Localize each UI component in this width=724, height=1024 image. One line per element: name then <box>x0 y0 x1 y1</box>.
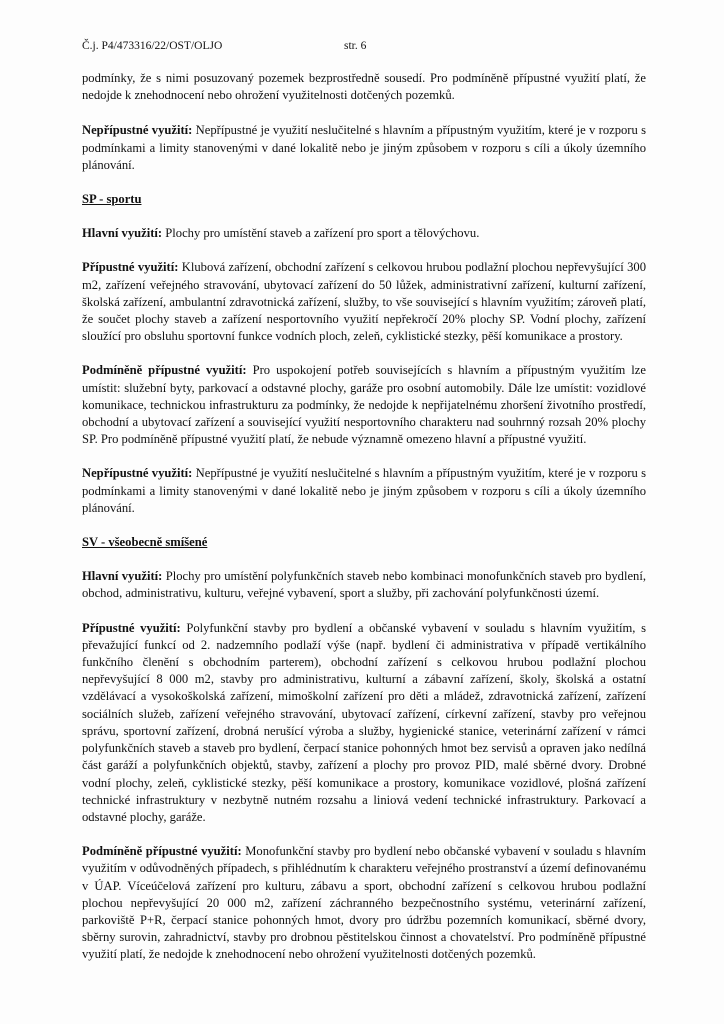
paragraph-text: podmínky, že s nimi posuzovaný pozemek bezprostředně sousedí. Pro podmíněně přípustné využití platí, že nedojde k znehodnocení nebo ohrožení využitelnosti dotčených pozemků. <box>82 71 646 103</box>
paragraph-text: Polyfunkční stavby pro bydlení a občanské vybavení v souladu s hlavním využitím, s převažující funkcí od 2. nadzemního podlaží výše (např. bydlení či administrativa v případě vertikálního funkčního členění s obchodním parterem), obchodní zařízení s celkovou hrubou podlažní plochou nepřevyšující 8 000 m2, stavby pro administrativu, kulturní a zábavní zařízení, školy, školská a ostatní vzdělávací a vysokoškolská zařízení, mimoškolní zařízení pro děti a mládež, zdravotnická zařízení, zařízení sociálních služeb, zařízení veřejného stravování, ubytovací zařízení, církevní zařízení, stavby pro veřejnou správu, sportovní zařízení, drobná nerušící výroba a služby, hygienické stanice, veterinární zařízení v rámci polyfunkčních staveb a staveb pro bydlení, čerpací stanice pohonných hmot bez servisů a opraven jako nedílná část garáží a polyfunkčních objektů, stavby, zařízení a plochy pro provoz PID, malé sběrné dvory. Drobné vodní plochy, zeleň, cyklistické stezky, pěší komunikace a prostory, komunikace vozidlové, plošná zařízení technické infrastruktury v nezbytně nutném rozsahu a liniová vedení technické infrastruktury. Parkovací a odstavné plochy, garáže. <box>82 620 646 824</box>
paragraph-text: Plochy pro umístění staveb a zařízení pro sport a tělovýchovu. <box>162 226 480 241</box>
paragraph-text: Nepřípustné je využití neslučitelné s hlavním a přípustným využitím, které je v rozporu s podmínkami a limity stanovenými v dané lokalitě nebo je jiným způsobem v rozporu s cíli a úkoly územního plánování. <box>82 466 646 515</box>
paragraph-text: Klubová zařízení, obchodní zařízení s celkovou hrubou podlažní plochou nepřevyšující 300 m2, zařízení veřejného stravování, ubytovací zařízení do 50 lůžek, administrativní zařízení, kulturní zařízení, školská zařízení, ambulantní zdravotnická zařízení, služby, to vše související s hlavním využitím; zároveň platí, že součet plochy staveb a zařízení nesportovního využití nepřekročí 20% plochy SP. Vodní plochy, zařízení sloužící pro obsluhu sportovní funkce vodních ploch, zeleň, cyklistické stezky, pěší komunikace a prostory. <box>82 260 646 344</box>
section-heading-sp: SP - sportu <box>82 192 142 207</box>
paragraph-text: Monofunkční stavby pro bydlení nebo občanské vybavení v souladu s hlavním využitím v odůvodněných případech, s přihlédnutím k charakteru veřejného prostranství a území definovanému v ÚAP. Víceúčelová zařízení pro kulturu, zábavu a sport, obchodní zařízení s celkovou hrubou podlažní plochou nepřevyšující 20 000 m2, zařízení záchranného bezpečnostního systému, veterinární zařízení, parkoviště P+R, čerpací stanice pohonných hmot, dvory pro údržbu pozemních komunikací, sběrné dvory, sběrny surovin, zahradnictví, stavby pro drobnou pěstitelskou činnost a chovatelství. Pro podmíněně přípustné využití platí, že nedojde k znehodnocení nebo ohrožení využitelnosti dotčených pozemků. <box>82 844 646 962</box>
paragraph-hlavni-vyuziti <box>82 225 646 242</box>
document-body <box>82 70 646 981</box>
paragraph-label: Přípustné využití: <box>82 260 179 275</box>
paragraph-label: Hlavní využití: <box>82 569 163 584</box>
paragraph-label: Hlavní využití: <box>82 226 163 241</box>
section-heading-sv: SV - všeobecně smíšené <box>82 535 208 550</box>
paragraph-hlavni-vyuziti <box>82 568 646 602</box>
paragraph-text: Nepřípustné je využití neslučitelné s hlavním a přípustným využitím, které je v rozporu s podmínkami a limity stanovenými v dané lokalitě nebo je jiným způsobem v rozporu s cíli a úkoly územního plánování. <box>82 123 646 172</box>
reference-number: Č.j. P4/473316/22/OST/OLJO <box>82 40 223 52</box>
page-number: str. 6 <box>344 40 367 52</box>
paragraph-nepripustne-vyuziti <box>82 465 646 517</box>
paragraph-podminene-pripustne-vyuziti <box>82 843 646 963</box>
paragraph-label: Nepřípustné využití: <box>82 466 193 481</box>
paragraph-text: Pro uspokojení potřeb souvisejících s hlavním a přípustným využitím lze umístit: služební byty, parkovací a odstavné plochy, garáže pro osobní automobily. Dále lze umístit: vozidlové komunikace, technickou infrastrukturu za podmínky, že nedojde k nepřijatelnému zhoršení životního prostředí, obchodní a ubytovací zařízení a související využití nesportovního charakteru nad souhrnný rozsah 20% plochy SP. Pro podmíněně přípustné využití platí, že nebude významně omezeno hlavní a přípustné využití. <box>82 363 646 447</box>
paragraph-text: Plochy pro umístění polyfunkčních staveb nebo kombinaci monofunkčních staveb pro bydlení, obchod, administrativu, kulturu, veřejné vybavení, sport a služby, při zachování polyfunkčnosti území. <box>82 569 646 601</box>
paragraph-label: Přípustné využití: <box>82 620 181 635</box>
paragraph-continuation <box>82 70 646 104</box>
paragraph-podminene-pripustne-vyuziti <box>82 362 646 448</box>
paragraph-label: Nepřípustné využití: <box>82 123 193 138</box>
paragraph-pripustne-vyuziti <box>82 620 646 826</box>
paragraph-pripustne-vyuziti <box>82 259 646 345</box>
paragraph-label: Podmíněně přípustné využití: <box>82 363 247 378</box>
paragraph-nepripustne-vyuziti <box>82 122 646 174</box>
paragraph-label: Podmíněně přípustné využití: <box>82 844 242 859</box>
